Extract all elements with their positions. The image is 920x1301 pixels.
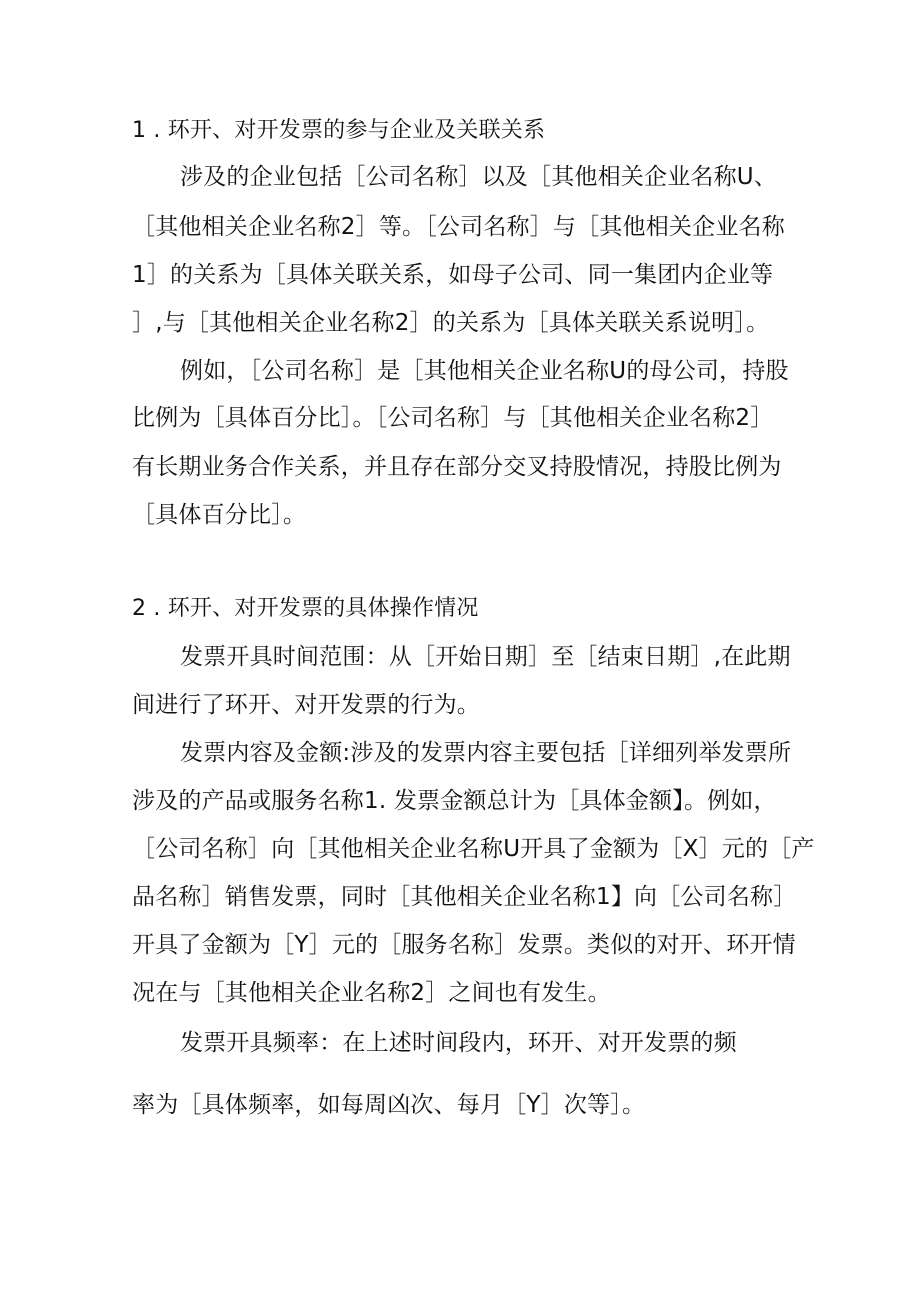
paragraph-line: ［公司名称］向［其他相关企业名称U开具了金额为［X］元的［产 xyxy=(132,836,815,862)
paragraph-line: 涉及的产品或服务名称1. 发票金额总计为［具体金额】。例如， xyxy=(132,788,777,814)
paragraph-line: 涉及的企业包括［公司名称］以及［其他相关企业名称U、 xyxy=(180,164,778,190)
paragraph-line: 发票开具时间范围：从［开始日期］至［结束日期］,在此期 xyxy=(180,644,791,670)
paragraph-line: 况在与［其他相关企业名称2］之间也有发生。 xyxy=(132,980,611,1006)
paragraph-line: 率为［具体频率，如每周凶次、每月［Y］次等］。 xyxy=(132,1092,646,1118)
paragraph-line: ［其他相关企业名称2］等。［公司名称］与［其他相关企业名称 xyxy=(132,214,785,240)
paragraph-line: 比例为［具体百分比］。［公司名称］与［其他相关企业名称2］ xyxy=(132,405,774,431)
paragraph-line: 有长期业务合作关系，并且存在部分交叉持股情况，持股比例为 xyxy=(132,454,782,480)
paragraph-line: ］,与［其他相关企业名称2］的关系为［具体关联关系说明］。 xyxy=(132,310,770,336)
paragraph-line: ［具体百分比］。 xyxy=(132,502,307,528)
paragraph-line: 1］的关系为［具体关联关系，如母子公司、同一集团内企业等 xyxy=(132,262,774,288)
paragraph-line: 间进行了环开、对开发票的行为。 xyxy=(132,692,480,718)
paragraph-line: 发票内容及金额:涉及的发票内容主要包括［详细列举发票所 xyxy=(180,740,792,766)
paragraph-line: 例如，［公司名称］是［其他相关企业名称U的母公司，持股 xyxy=(180,358,789,384)
paragraph-line: 开具了金额为［Y］元的［服务名称］发票。类似的对开、环开情 xyxy=(132,932,796,958)
section-1-heading: 1 . 环开、对开发票的参与企业及关联关系 xyxy=(132,118,546,143)
section-2-heading: 2 . 环开、对开发票的具体操作情况 xyxy=(132,596,479,621)
paragraph-line: 品名称］销售发票，同时［其他相关企业名称1】向［公司名称］ xyxy=(132,884,797,910)
paragraph-line: 发票开具频率：在上述时间段内，环开、对开发票的频 xyxy=(180,1030,737,1056)
